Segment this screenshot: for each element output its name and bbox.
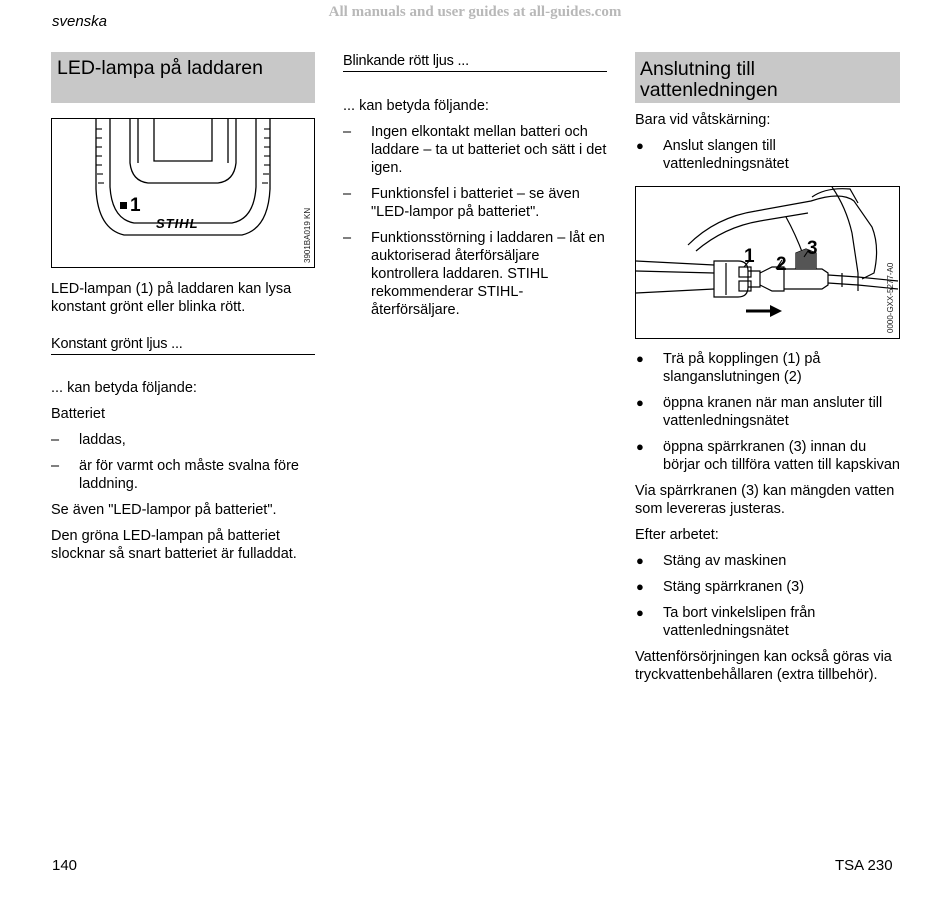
meaning-text: ... kan betyda följande: — [51, 380, 197, 396]
figure-code: 0000-GXX-5277-A0 — [886, 262, 895, 333]
list-item: ● öppna spärrkranen (3) innan du börjar och tillföra vatten till kapskivan — [636, 439, 900, 473]
figure-label-1: 1 — [744, 246, 755, 267]
language-label: svenska — [52, 13, 108, 30]
list-item: – Ingen elkontakt mellan batteri och laddare – ta ut batteriet och sätt i det igen. — [343, 124, 607, 176]
column-water-connection — [635, 52, 900, 684]
stihl-logo: STIHL — [156, 216, 199, 231]
bullet-marker: ● — [636, 553, 644, 568]
subheading-blinking-red: Blinkande rött ljus ... — [343, 52, 607, 72]
bullet-marker: ● — [636, 395, 644, 410]
watermark: All manuals and user guides at all-guides.com — [328, 4, 622, 20]
dash-marker: – — [343, 230, 352, 246]
model-name: TSA 230 — [835, 857, 893, 874]
led-intro: LED-lampan (1) på laddaren kan lysa konstant grönt eller blinka rött. — [51, 281, 292, 315]
charger-illustration — [52, 119, 314, 267]
after-work-label: Efter arbetet: — [635, 527, 719, 543]
led-indicator — [120, 202, 127, 209]
list-item: – Funktionsfel i batteriet – se även "LED-lampor på batteriet". — [343, 186, 580, 220]
figure-code: 3901BA019 KN — [303, 207, 312, 263]
heading-water-connection: Anslutning till vattenledningen — [635, 52, 900, 103]
bullet-marker: ● — [636, 138, 644, 153]
heading-led-charger: LED-lampa på laddaren — [51, 52, 315, 103]
list-item: – Funktionsstörning i laddaren – låt en auktoriserad återförsäljare kontrollera laddaren. STIHL rekommenderar STIHL-återförsäljare. — [343, 230, 605, 318]
subheading-constant-green: Konstant grönt ljus ... — [51, 335, 315, 355]
column-blinking-red — [343, 52, 607, 319]
column-led-charger — [51, 52, 315, 563]
dash-marker: – — [51, 432, 60, 448]
dash-marker: – — [343, 186, 352, 202]
bullet-marker: ● — [636, 605, 644, 620]
list-item: ● Stäng av maskinen — [636, 553, 787, 569]
wet-cutting-label: Bara vid våtskärning: — [635, 112, 771, 128]
list-item: ● Ta bort vinkelslipen från vattenledningsnätet — [636, 605, 816, 639]
battery-label: Batteriet — [51, 406, 105, 422]
charger-figure — [51, 118, 315, 268]
page-number: 140 — [52, 857, 78, 874]
figure-label-1: 1 — [130, 195, 141, 216]
list-item: – är för varmt och måste svalna före laddning. — [51, 458, 299, 492]
dash-marker: – — [51, 458, 60, 474]
list-item: – laddas, — [51, 432, 126, 448]
list-item: ● öppna kranen när man ansluter till vattenledningsnätet — [636, 395, 883, 429]
dash-marker: – — [343, 124, 352, 140]
hose-illustration — [636, 187, 899, 338]
list-item: ● Stäng spärrkranen (3) — [636, 579, 805, 595]
bullet-marker: ● — [636, 579, 644, 594]
list-item: ● Trä på kopplingen (1) på slanganslutningen (2) — [636, 351, 821, 385]
green-led-info: Den gröna LED-lampan på batteriet slocknar så snart batteriet är fulladdat. — [51, 528, 297, 562]
figure-label-3: 3 — [807, 238, 818, 259]
adjust-text: Via spärrkranen (3) kan mängden vatten som levereras justeras. — [635, 483, 895, 517]
bullet-marker: ● — [636, 439, 644, 454]
list-item: ● Anslut slangen till vattenledningsnätet — [636, 138, 789, 172]
meaning-text: ... kan betyda följande: — [343, 98, 489, 114]
pressure-tank-text: Vattenförsörjningen kan också göras via tryckvattenbehållaren (extra tillbehör). — [635, 649, 892, 683]
bullet-marker: ● — [636, 351, 644, 366]
hose-connection-figure — [635, 186, 900, 339]
figure-label-2: 2 — [776, 254, 787, 275]
see-also-text: Se även "LED-lampor på batteriet". — [51, 502, 277, 518]
